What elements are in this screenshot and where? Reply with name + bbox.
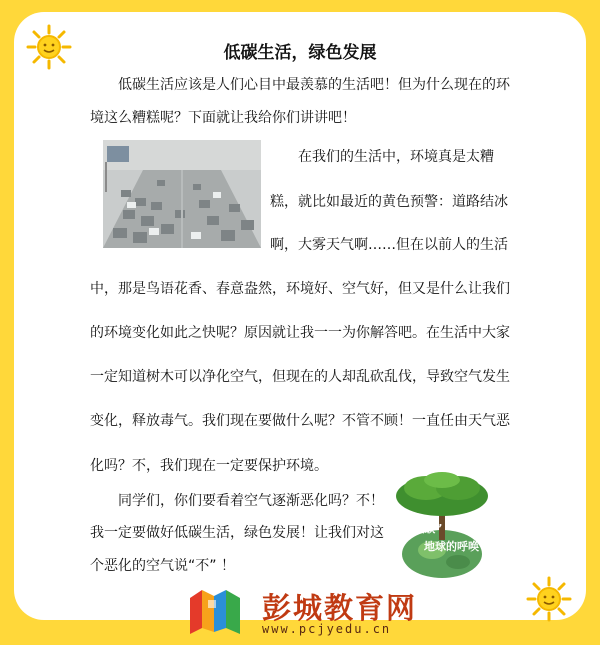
- paragraph-line: 的环境变化如此之快呢？原因就让我一一为你解答吧。在生活中大家: [90, 325, 510, 341]
- sun-icon: [526, 576, 572, 622]
- paragraph-line: 糕，就比如最近的黄色预警：道路结冰: [270, 194, 508, 210]
- tree-caption-text: 地球的呼唤: [424, 540, 479, 553]
- paragraph-line: 个恶化的空气说“不” ！: [90, 558, 235, 574]
- paragraph-line: 一定知道树木可以净化空气，但现在的人却乱砍乱伐，导致空气发生: [90, 369, 510, 385]
- paragraph-line: 化吗？不，我们现在一定要保护环境。: [90, 458, 328, 474]
- traffic-smog-photo: [103, 140, 261, 248]
- site-logo-url: www.pcjyedu.cn: [262, 622, 392, 636]
- paragraph-line: 低碳生活应该是人们心目中最羡慕的生活吧！但为什么现在的环: [118, 77, 510, 93]
- paragraph-line: 境这么糟糕呢？下面就让我给你们讲讲吧！: [90, 110, 356, 126]
- page-title: 低碳生活，绿色发展: [223, 43, 377, 63]
- paragraph-line: 啊，大雾天气啊……但在以前人的生活: [270, 237, 508, 253]
- paragraph-line: 同学们，你们要看着空气逐渐恶化吗？不！: [118, 493, 384, 509]
- paragraph-line: 我一定要做好低碳生活，绿色发展！让我们对这: [90, 525, 384, 541]
- site-logo-name: 彭城教育网: [262, 591, 418, 625]
- book-logo-icon: [186, 586, 244, 636]
- paragraph-line: 变化，释放毒气。我们现在要做什么呢？不管不顾！一直任由天气恶: [90, 413, 510, 429]
- paragraph-line: 中，那是鸟语花香、春意盎然，环境好、空气好，但又是什么让我们: [90, 281, 510, 297]
- tree-badge-text: “低碳”: [406, 522, 443, 535]
- paragraph-line: 在我们的生活中，环境真是太糟: [298, 149, 494, 165]
- earth-tree-image: [392, 470, 492, 578]
